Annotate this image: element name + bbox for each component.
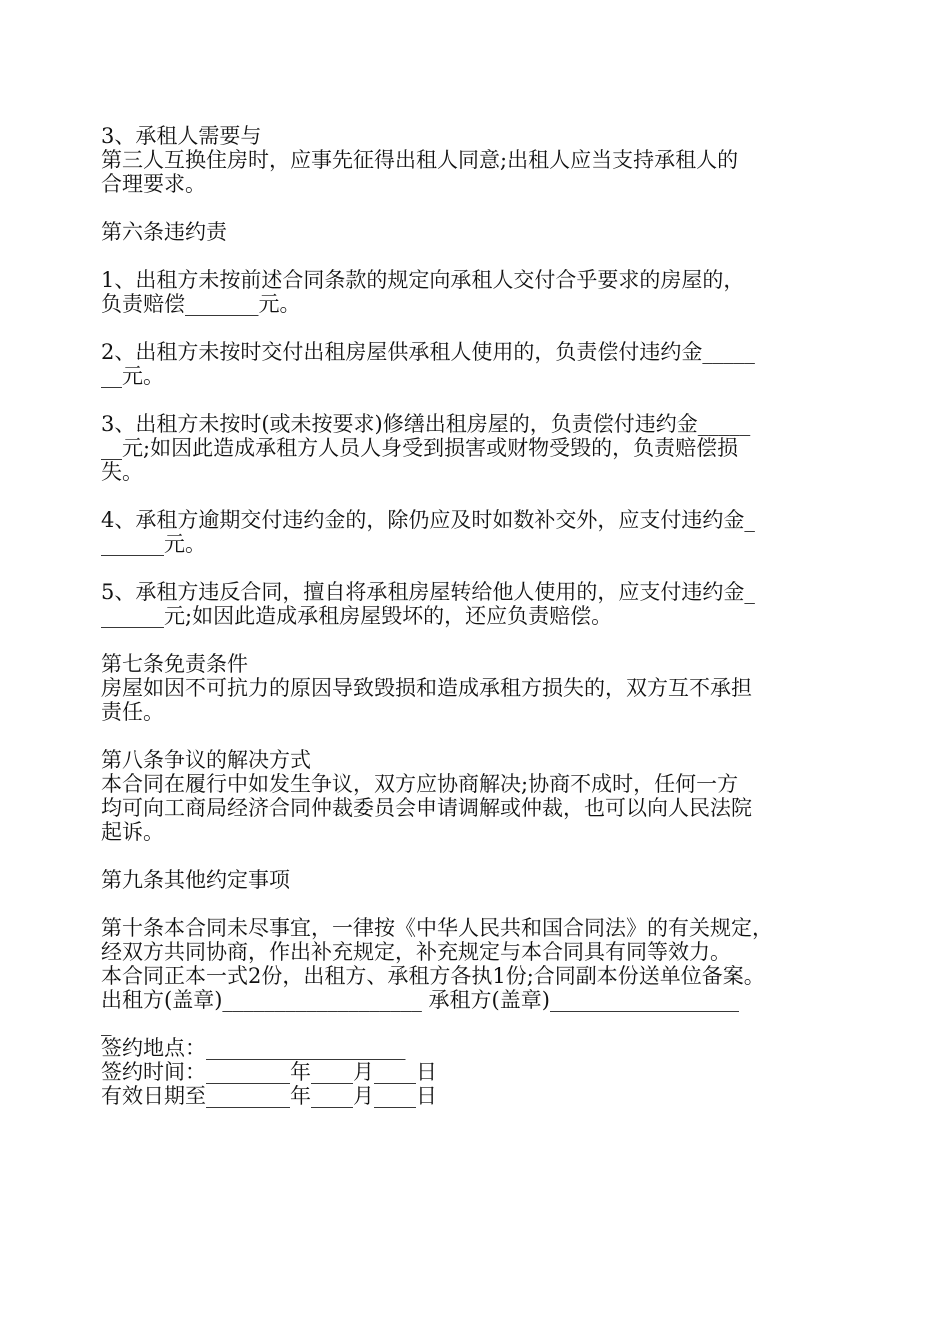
text-line: 3、承租人需要与 [101, 124, 262, 148]
section-heading: 第七条免责条件 [101, 652, 248, 676]
text-line: 负责赔偿_______元。 [101, 292, 301, 316]
text-line: 合理要求。 [101, 172, 206, 196]
paragraph-gap [101, 844, 871, 868]
signature-line: _ [101, 1012, 112, 1036]
signature-line: 出租方(盖章)___________________ 承租方(盖章)__________________ [101, 988, 739, 1012]
document-body [101, 124, 871, 1108]
paragraph-gap [101, 628, 871, 652]
text-line: 均可向工商局经济合同仲裁委员会申请调解或仲裁，也可以向人民法院 [101, 796, 752, 820]
text-line: 本合同在履行中如发生争议，双方应协商解决;协商不成时，任何一方 [101, 772, 739, 796]
text-line: 2、出租方未按时交付出租房屋供承租人使用的，负责偿付违约金_____ [101, 340, 755, 364]
paragraph-gap [101, 244, 871, 268]
text-line: 5、承租方违反合同，擅自将承租房屋转给他人使用的，应支付违约金_ [101, 580, 755, 604]
valid-until-line: 有效日期至________年____月____日 [101, 1084, 437, 1108]
paragraph-gap [101, 892, 871, 916]
section-heading: 第九条其他约定事项 [101, 868, 290, 892]
text-line: 1、出租方未按前述合同条款的规定向承租人交付合乎要求的房屋的， [101, 268, 745, 292]
text-line: 房屋如因不可抗力的原因导致毁损和造成承租方损失的，双方互不承担 [101, 676, 752, 700]
text-line: 本合同正本一式2份，出租方、承租方各执1份;合同副本份送单位备案。 [101, 964, 765, 988]
section-heading: 第六条违约责 [101, 220, 227, 244]
paragraph-gap [101, 484, 871, 508]
paragraph-gap [101, 316, 871, 340]
section-heading: 第八条争议的解决方式 [101, 748, 311, 772]
text-line: 起诉。 [101, 820, 164, 844]
text-line: 经双方共同协商，作出补充规定，补充规定与本合同具有同等效力。 [101, 940, 731, 964]
text-line: 第十条本合同未尽事宜，一律按《中华人民共和国合同法》的有关规定， [101, 916, 773, 940]
paragraph-gap [101, 196, 871, 220]
signing-place-line: 签约地点：___________________ [101, 1036, 406, 1060]
text-line: 3、出租方未按时(或未按要求)修缮出租房屋的，负责偿付违约金_____ [101, 412, 751, 436]
paragraph-gap [101, 556, 871, 580]
paragraph-gap [101, 388, 871, 412]
text-line: 第三人互换住房时，应事先征得出租人同意;出租人应当支持承租人的 [101, 148, 739, 172]
paragraph-gap [101, 724, 871, 748]
text-line: ______元;如因此造成承租房屋毁坏的，还应负责赔偿。 [101, 604, 613, 628]
signing-date-line: 签约时间：________年____月____日 [101, 1060, 437, 1084]
text-line: 责任。 [101, 700, 164, 724]
text-line: 4、承租方逾期交付违约金的，除仍应及时如数补交外，应支付违约金_ [101, 508, 755, 532]
text-line: ______元。 [101, 532, 206, 556]
text-line: __元;如因此造成承租方人员人身受到损害或财物受毁的，负责赔偿损 [101, 436, 739, 460]
text-line: 失。 [101, 460, 143, 484]
text-line: __元。 [101, 364, 164, 388]
